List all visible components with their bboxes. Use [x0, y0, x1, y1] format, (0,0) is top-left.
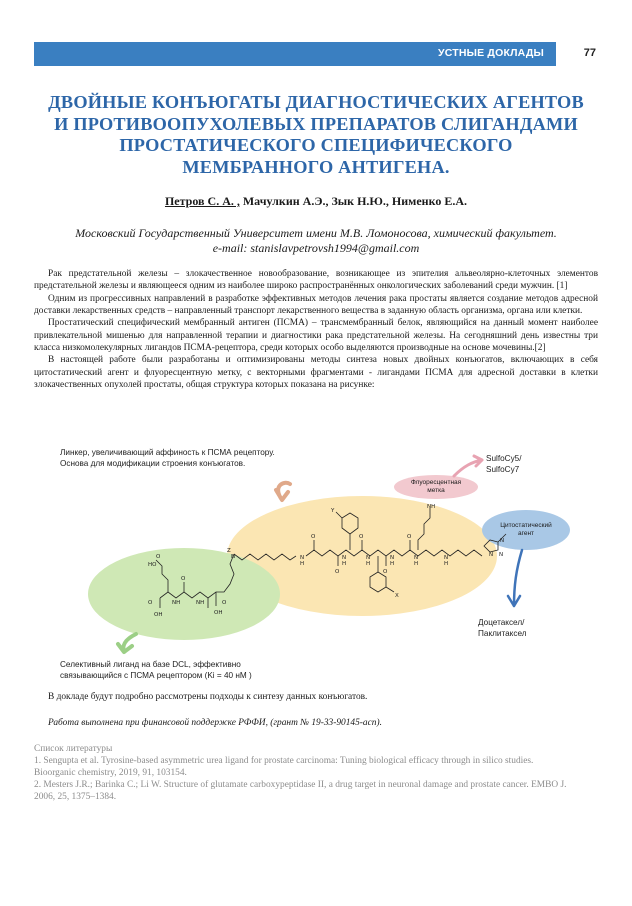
fluorescent-label-line: метка — [427, 487, 445, 494]
atom-h: H — [300, 561, 305, 567]
atom-h: H — [366, 561, 371, 567]
conjugate-structure-figure — [44, 446, 592, 686]
fluorescent-label-line: Флуоресцентная — [410, 479, 462, 486]
reference-item: 1. Sengupta et al. Tyrosine-based asymmetric urea ligand for prostate carcinoma: Tuning biological efficacy through in silico studies. Bioorganic chemistry, 2019, 91, 103154. — [34, 756, 534, 778]
abstract-body — [34, 268, 598, 391]
authors — [30, 194, 602, 209]
dye-name: SulfoCy7 — [486, 464, 520, 474]
atom-n: N — [444, 555, 449, 561]
atom-o: O — [359, 534, 364, 540]
atom-y: Y — [331, 508, 335, 514]
fluorescent-label-caption — [394, 479, 478, 495]
linker-annotation-line: Линкер, увеличивающий аффиность к ПСМА рецептору. — [60, 448, 275, 457]
references — [34, 743, 574, 803]
references-heading: Список литературы — [34, 744, 113, 754]
atom-n: N — [499, 552, 504, 558]
cytostatic-label-line: агент — [517, 530, 535, 537]
atom-x: X — [395, 593, 399, 599]
atom-o: O — [148, 600, 153, 606]
ligand-region — [88, 548, 280, 640]
cytostatic-agent-caption — [484, 522, 568, 538]
atom-nh: NH — [196, 600, 205, 606]
paragraph: Одним из прогрессивных направлений в разработке эффективных методов лечения рака простаты является создание методов адресной доставки лекарственных средств – направленный транспорт лекарственного вещества в заданную область организма, органа или клетки. — [34, 293, 598, 317]
structure-diagram — [44, 446, 592, 686]
atom-ho: HO — [148, 562, 157, 568]
atom-o: O — [181, 576, 186, 582]
reference-item: 2. Mesters J.R.; Barinka C.; Li W. Structure of glutamate carboxypeptidase II, a drug target in neuronal damage and prostate cancer. EMBO J. 2006, 25, 1375–1384. — [34, 780, 567, 802]
drug-name: Паклитаксел — [478, 628, 527, 638]
atom-h: H — [390, 561, 395, 567]
ligand-arrow — [118, 634, 136, 652]
title-line: ПРОСТАТИЧЕСКОГО СПЕЦИФИЧЕСКОГО — [119, 135, 513, 155]
title-line: МЕМБРАННОГО АНТИГЕНА. — [182, 156, 450, 177]
atom-h: H — [414, 561, 419, 567]
atom-o: O — [222, 600, 227, 606]
atom-n: N — [500, 538, 505, 544]
atom-n: N — [300, 555, 305, 561]
atom-n: N — [231, 554, 236, 560]
atom-n: N — [414, 555, 419, 561]
atom-h: H — [342, 561, 347, 567]
atom-n: N — [390, 555, 395, 561]
title-line: И ПРОТИВООПУХОЛЕВЫХ ПРЕПАРАТОВ СЛИГАНДАМИ — [54, 113, 578, 134]
paragraph: Простатический специфический мембранный антиген (ПСМА) – трансмембранный белок, являющийся на данный момент наиболее привлекательной мишенью для направленной терапии и диагностики рака предстательной железы. На сегодняшний день известны три класса низкомолекулярных лигандов ПСМА-рецептора, среди которых особо выделяются производные на основе мочевины.[2] — [34, 318, 598, 354]
drug-name: Доцетаксел/ — [478, 618, 525, 627]
atom-nh: NH — [427, 504, 436, 510]
drug-names — [478, 618, 527, 639]
dye-names — [486, 454, 522, 475]
atom-o: O — [383, 569, 388, 575]
affiliation — [30, 226, 602, 256]
drug-arrow — [508, 550, 522, 606]
linker-annotation-line: Основа для модификации строения конъюгатов. — [60, 458, 246, 468]
affiliation-institution: Московский Государственный Университет имени М.В. Ломоносова, химический факультет. — [75, 226, 557, 240]
atom-n: N — [489, 552, 494, 558]
section-header-bar — [34, 42, 556, 66]
page-number: 77 — [583, 47, 596, 59]
atom-oh: OH — [214, 610, 223, 616]
atom-o: O — [311, 534, 316, 540]
atom-n: N — [342, 555, 347, 561]
funding-note: Работа выполнена при финансовой поддержке РФФИ, (грант № 19-33-90145-асп). — [48, 718, 382, 728]
atom-h: H — [444, 561, 449, 567]
atom-z: Z — [227, 548, 231, 554]
dye-name: SulfoCy5/ — [486, 454, 522, 463]
first-author: Петров С. А. , — [164, 194, 240, 208]
ligand-annotation-line: связывающийся с ПСМА рецептором (Ki = 40 нМ ) — [60, 670, 252, 680]
dye-arrow — [454, 456, 482, 476]
atom-o: O — [335, 569, 340, 575]
atom-n: N — [366, 555, 371, 561]
article-title — [24, 92, 608, 178]
atom-o: O — [156, 554, 161, 560]
section-label: УСТНЫЕ ДОКЛАДЫ — [437, 47, 544, 59]
title-line: ДВОЙНЫЕ КОНЪЮГАТЫ ДИАГНОСТИЧЕСКИХ АГЕНТОВ — [48, 92, 584, 112]
atom-o: O — [407, 534, 412, 540]
atom-oh: OH — [154, 612, 163, 618]
linker-annotation — [60, 448, 275, 469]
cytostatic-label-line: Цитостатический — [500, 522, 552, 529]
paragraph: В настоящей работе были разработаны и оптимизированы методы синтеза новых двойных конъюгатов, включающих в себя цитостатический агент и флуоресцентную метку, с векторными фрагментами - лигандами ПСМА для адресной доставки в клетки злокачественных опухолей простаты, общая структура которых показана на рисунке: — [34, 355, 598, 391]
ligand-annotation — [60, 660, 252, 681]
ligand-annotation-line: Селективный лиганд на базе DCL, эффективно — [60, 660, 241, 669]
paragraph: Рак предстательной железы – злокачественное новообразование, возникающее из эпителия альвеолярно-клеточных элементов предстательной железы и являющееся одним из наиболее широко распространённых онкологических заболеваний среди мужчин. [1] — [34, 269, 598, 292]
affiliation-email: e-mail: stanislavpetrovsh1994@gmail.com — [212, 241, 420, 255]
atom-nh: NH — [172, 600, 181, 606]
co-authors: Мачулкин А.Э., Зык Н.Ю., Нименко Е.А. — [239, 194, 468, 208]
conclusion: В докладе будут подробно рассмотрены подходы к синтезу данных конъюгатов. — [48, 692, 368, 702]
linker-arrow — [276, 483, 290, 500]
